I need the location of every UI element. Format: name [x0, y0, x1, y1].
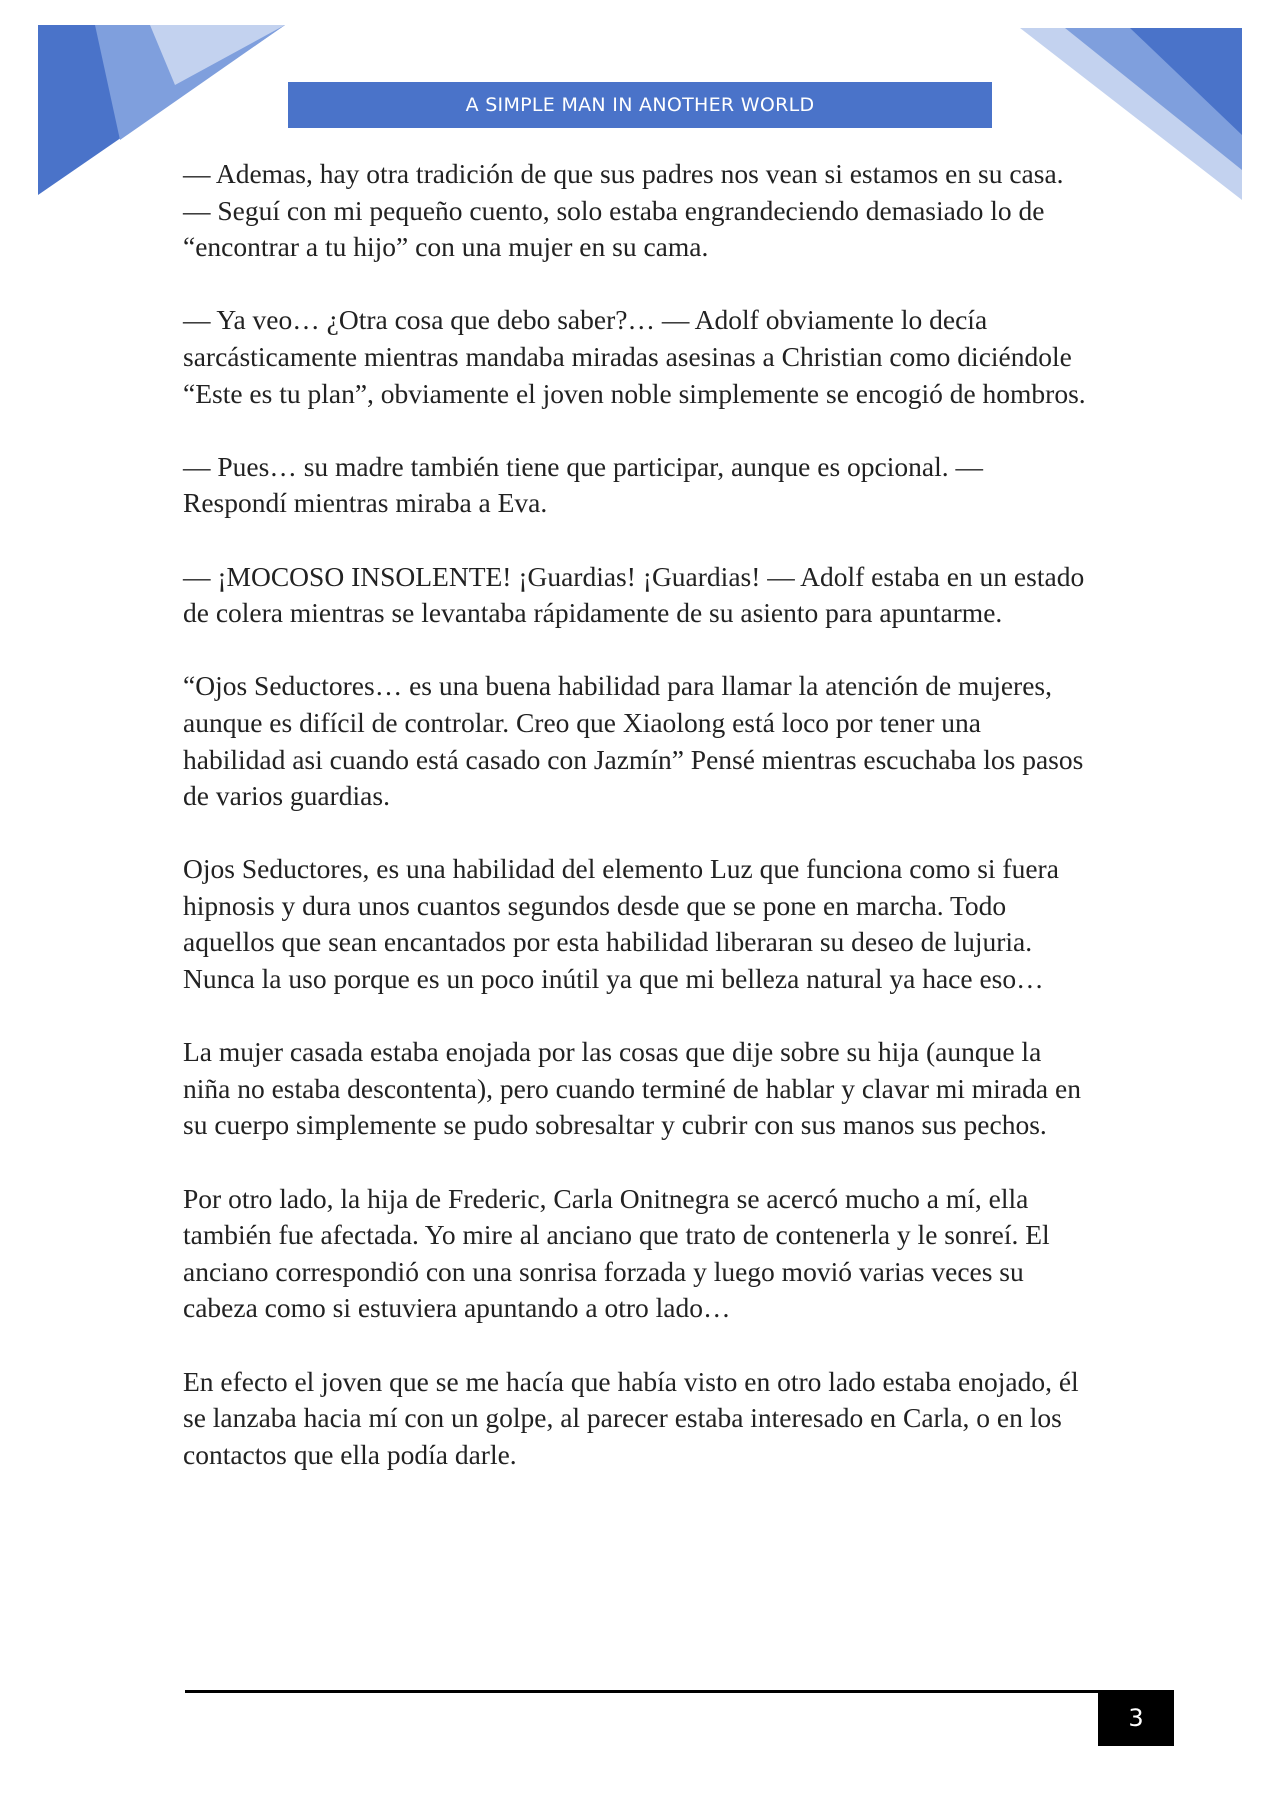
paragraph: Ojos Seductores, es una habilidad del elemento Luz que funciona como si fuera hipnosis y dura unos cuantos segundos desde que se pone en marcha. Todo aquellos que sean encantados por esta habilidad liberaran su deseo de lujuria. Nunca la uso porque es un poco inútil ya que mi belleza natural ya hace eso… [183, 853, 1059, 995]
paragraph: — Pues… su madre también tiene que participar, aunque es opcional. — Respondí mientras miraba a Eva. [183, 450, 983, 519]
footer-divider [185, 1690, 1098, 1693]
paragraph: En efecto el joven que se me hacía que había visto en otro lado estaba enojado, él se lanzaba hacia mí con un golpe, al parecer estaba interesado en Carla, o en los contactos que ella podía darle. [183, 1365, 1079, 1470]
page-number: 3 [1098, 1690, 1174, 1746]
document-body [183, 156, 1088, 1510]
paragraph: “Ojos Seductores… es una buena habilidad para llamar la atención de mujeres, aunque es difícil de controlar. Creo que Xiaolong está loco por tener una habilidad asi cuando está casado con Jazmín” Pensé mientras escuchaba los pasos de varios guardias. [183, 670, 1084, 812]
header-title: A SIMPLE MAN IN ANOTHER WORLD [288, 82, 992, 128]
paragraph: — Ademas, hay otra tradición de que sus padres nos vean si estamos en su casa. — Seguí con mi pequeño cuento, solo estaba engrandeciendo demasiado lo de “encontrar a tu hijo” con una mujer en su cama. [183, 158, 1064, 263]
paragraph: Por otro lado, la hija de Frederic, Carla Onitnegra se acercó mucho a mí, ella también fue afectada. Yo mire al anciano que trato de contenerla y le sonreí. El anciano correspondió con una sonrisa forzada y luego movió varias veces su cabeza como si estuviera apuntando a otro lado… [183, 1182, 1050, 1324]
paragraph: — Ya veo… ¿Otra cosa que debo saber?… — Adolf obviamente lo decía sarcásticamente mientras mandaba miradas asesinas a Christian como diciéndole “Este es tu plan”, obviamente el joven noble simplemente se encogió de hombros. [183, 304, 1086, 409]
paragraph: La mujer casada estaba enojada por las cosas que dije sobre su hija (aunque la niña no estaba descontenta), pero cuando terminé de hablar y clavar mi mirada en su cuerpo simplemente se pudo sobresaltar y cubrir con sus manos sus pechos. [183, 1036, 1081, 1141]
paragraph: — ¡MOCOSO INSOLENTE! ¡Guardias! ¡Guardias! — Adolf estaba en un estado de colera mientras se levantaba rápidamente de su asiento para apuntarme. [183, 560, 1085, 629]
